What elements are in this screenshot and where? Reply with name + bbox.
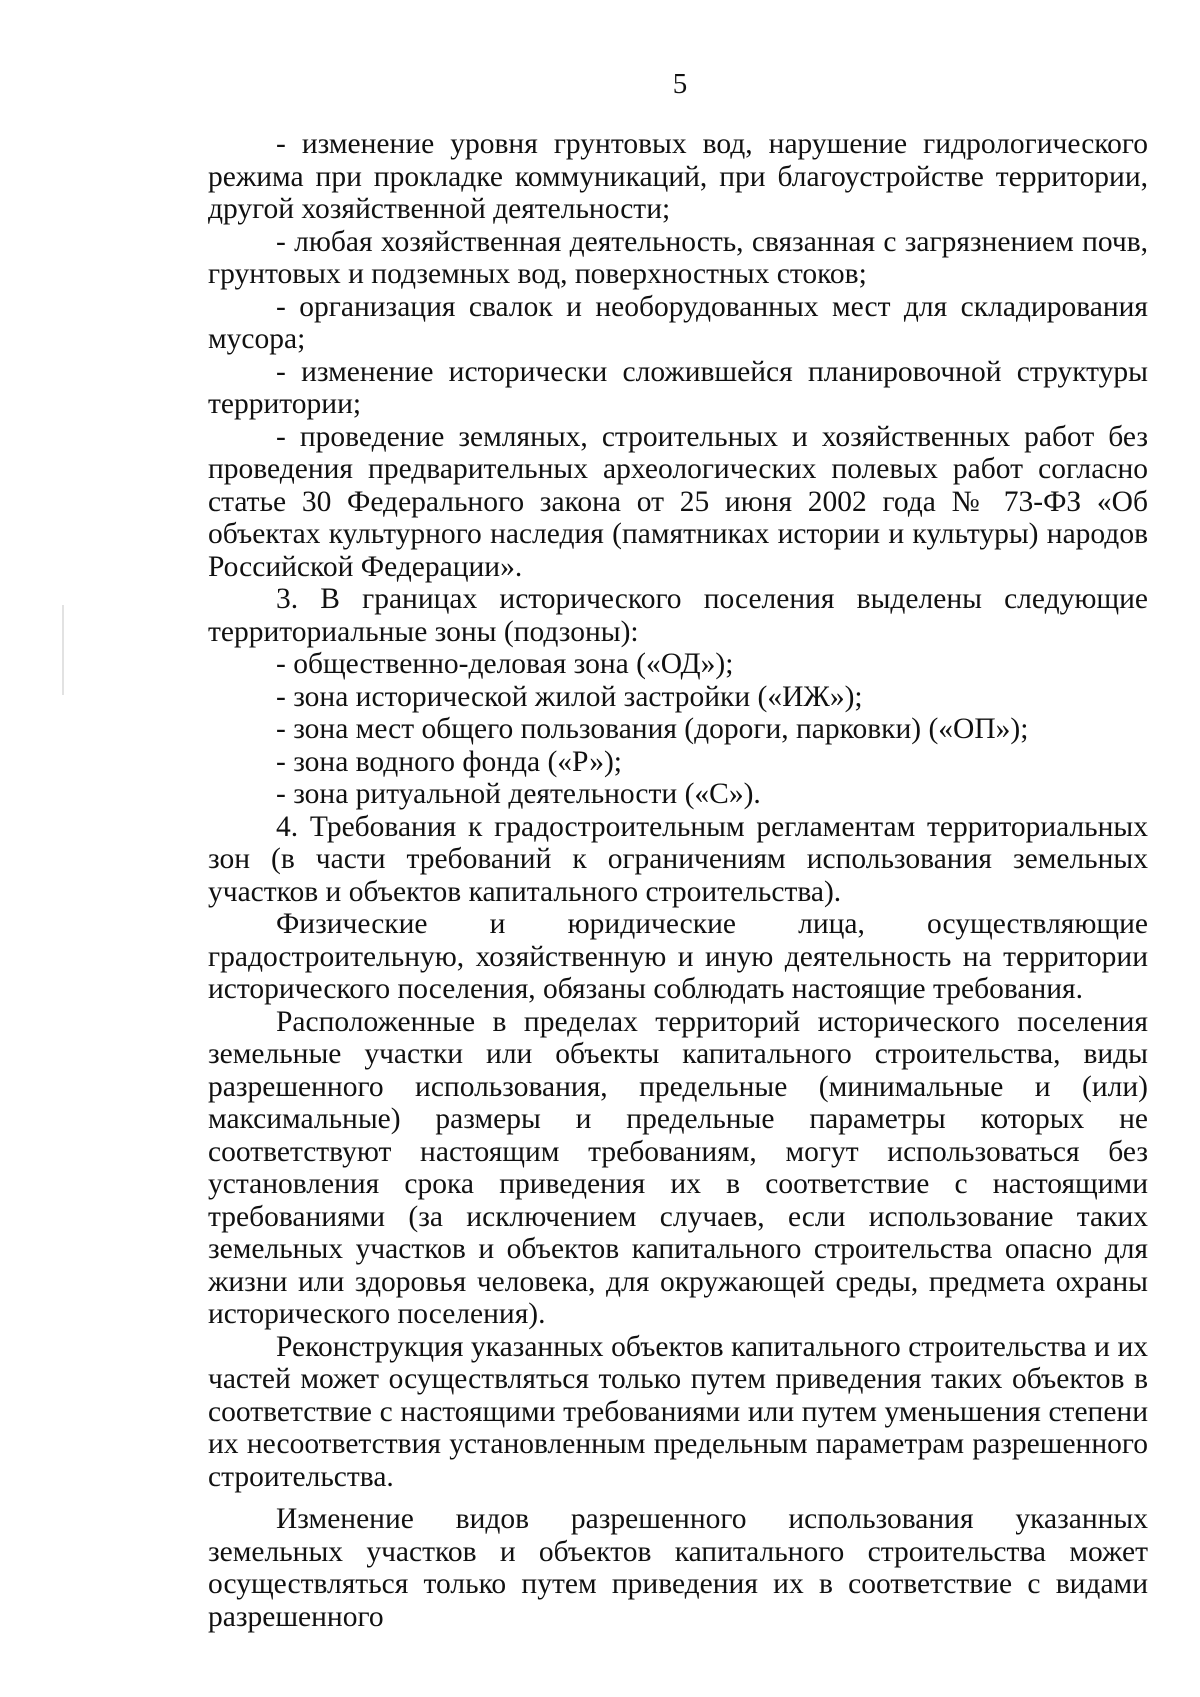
paragraph-earthworks: - проведение земляных, строительных и хозяйственных работ без проведения предварительных археологических полевых работ согласно статье 30 Федерального закона от 25 июня 2002 года № 73-ФЗ «Об объектах культурного наследия (памятниках истории и культуры) народов Российской Федерации». [208, 420, 1148, 583]
paragraph-pollution: - любая хозяйственная деятельность, связанная с загрязнением почв, грунтовых и подземных вод, поверхностных стоков; [208, 225, 1148, 290]
paragraph-planning-structure: - изменение исторически сложившейся планировочной структуры территории; [208, 355, 1148, 420]
list-item-zone-op: - зона мест общего пользования (дороги, парковки) («ОП»); [276, 713, 1029, 745]
page-number: 5 [672, 68, 688, 100]
paragraph-requirements-heading: 4. Требования к градостроительным регламентам территориальных зон (в части требований к ограничениям использования земельных участков и объектов капитального строительства). [208, 810, 1148, 908]
scan-margin-mark [62, 605, 64, 695]
paragraph-persons-obliged: Физические и юридические лица, осуществляющие градостроительную, хозяйственную и иную деятельность на территории исторического поселения, обязаны соблюдать настоящие требования. [208, 908, 1148, 1005]
list-item-zone-s: - зона ритуальной деятельности («С»). [276, 778, 761, 810]
list-item-zone-od: - общественно-деловая зона («ОД»); [276, 648, 734, 680]
paragraph-change-of-use: Изменение видов разрешенного использования указанных земельных участков и объектов капитального строительства может осуществляться только путем приведения их в соответствие с видами разрешенного [208, 1503, 1148, 1633]
list-item-zone-izh: - зона исторической жилой застройки («ИЖ»); [276, 680, 863, 713]
paragraph-landfills: - организация свалок и необорудованных мест для складирования мусора; [208, 290, 1148, 355]
paragraph-nonconforming-land: Расположенные в пределах территорий исторического поселения земельные участки или объекты капитального строительства, виды разрешенного использования, предельные (минимальные и (или) максимальные) размеры и предельные параметры которых не соответствуют настоящим требованиям, могут использоваться без установления срока приведения их в соответствие с настоящими требованиями (за исключением случаев, если использование таких земельных участков и объектов капитального строительства опасно для жизни или здоровья человека, для окружающей среды, предмета охраны исторического поселения). [208, 1005, 1148, 1330]
paragraph-zones-intro: 3. В границах исторического поселения выделены следующие территориальные зоны (подзоны): [208, 583, 1148, 648]
list-item-zone-r: - зона водного фонда («Р»); [276, 745, 622, 778]
document-body [208, 128, 1148, 1633]
paragraph-groundwater: - изменение уровня грунтовых вод, нарушение гидрологического режима при прокладке коммуникаций, при благоустройстве территории, другой хозяйственной деятельности; [208, 128, 1148, 225]
paragraph-reconstruction: Реконструкция указанных объектов капитального строительства и их частей может осуществляться только путем приведения таких объектов в соответствие с настоящими требованиями или путем уменьшения степени их несоответствия установленным предельным параметрам разрешенного строительства. [208, 1330, 1148, 1493]
